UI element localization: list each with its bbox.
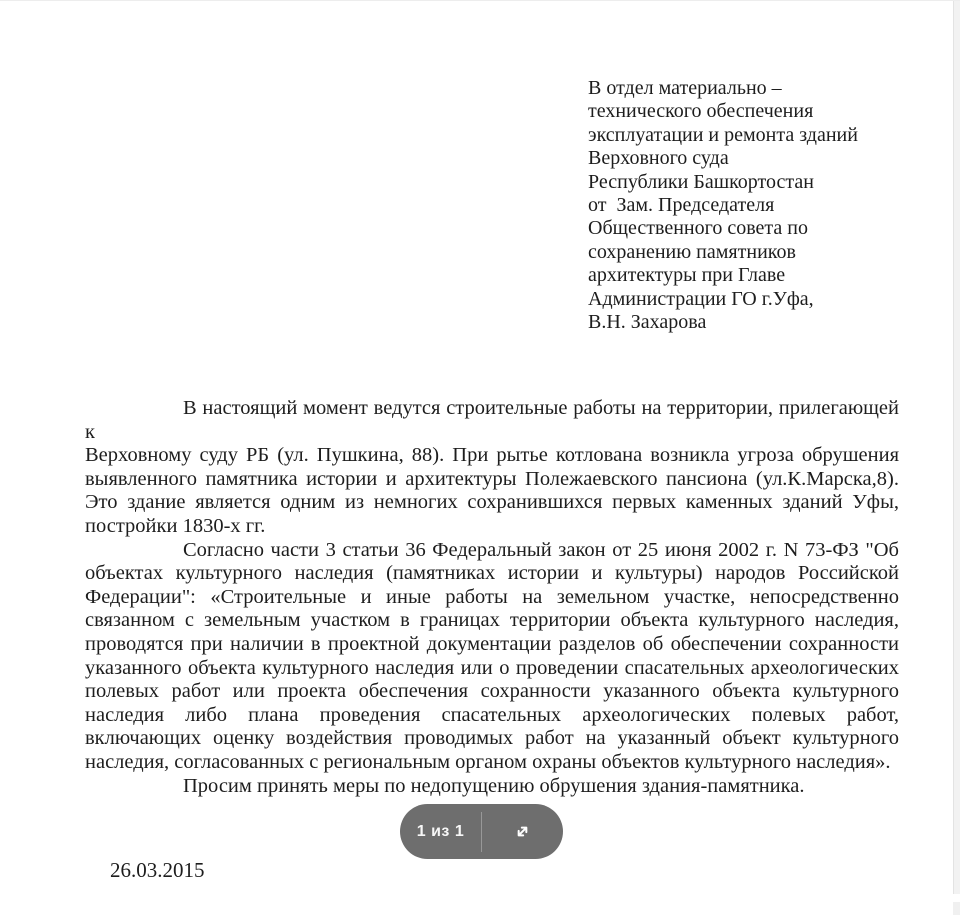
recipient-line: Верховного суда <box>588 147 729 170</box>
recipient-line: Общественного совета по <box>588 217 808 240</box>
paragraph <box>85 775 899 799</box>
paragraph-line: полевых работ или проекта обеспечения сохранности указанного объекта культурного <box>85 680 899 703</box>
expand-button[interactable] <box>482 804 563 859</box>
recipient-line: от Зам. Председателя <box>588 194 775 217</box>
paragraph <box>85 397 899 539</box>
recipient-line: В.Н. Захарова <box>588 311 707 334</box>
page-navigator <box>400 804 563 859</box>
paragraph-line: связанном с земельным участком в границах территории объекта культурного наследия, <box>85 609 899 632</box>
paragraph-line: указанного объекта культурного наследия или о проведении спасательных археологических <box>85 656 899 679</box>
paragraph-line: постройки 1830-х гг. <box>85 514 266 537</box>
paragraph-line: объектах культурного наследия (памятниках истории и культуры) народов Российской <box>85 562 899 585</box>
letter-body <box>85 397 899 798</box>
paragraph-line: включающих оценку воздействия проводимых работ на указанный объект культурного <box>85 727 899 750</box>
paragraph-line: Федерации": «Строительные и иные работы на земельном участке, непосредственно <box>85 585 899 608</box>
paragraph-line: наследия, согласованных с региональным органом охраны объектов культурного наследия». <box>85 750 891 773</box>
paragraph-line: наследия либо плана проведения спасательных археологических полевых работ, <box>85 703 899 726</box>
recipient-line: технического обеспечения <box>588 100 814 123</box>
recipient-line: Администрации ГО г.Уфа, <box>588 287 814 310</box>
paragraph-line: Верховному суду РБ (ул. Пушкина, 88). При рытье котлована возникла угроза обрушения <box>85 444 899 467</box>
paragraph-line: Это здание является одним из немногих сохранившихся первых каменных зданий Уфы, <box>85 491 899 514</box>
paragraph-line: Просим принять меры по недопущению обрушения здания-памятника. <box>183 774 805 797</box>
paragraph-line: В настоящий момент ведутся строительные работы на территории, прилегающей к <box>85 397 899 443</box>
document-date: 26.03.2015 <box>110 858 205 882</box>
paragraph <box>85 539 899 775</box>
recipient-line: В отдел материально – <box>588 77 782 99</box>
recipient-line: Республики Башкортостан <box>588 170 814 193</box>
paragraph-line: проводятся при наличии в проектной документации разделов об обеспечении сохранности <box>85 632 899 655</box>
recipient-line: сохранению памятников <box>588 240 796 263</box>
expand-icon <box>511 820 534 843</box>
scrollbar-corner <box>953 902 960 915</box>
recipient-line: архитектуры при Главе <box>588 264 786 287</box>
paragraph-line: Согласно части 3 статьи 36 Федеральный закон от 25 июня 2002 г. N 73-ФЗ "Об <box>183 538 899 561</box>
page-indicator <box>400 823 481 841</box>
scrollbar-track[interactable] <box>953 1 960 894</box>
recipient-block <box>588 77 928 334</box>
page-indicator-label: 1 из 1 <box>416 822 465 840</box>
paragraph-line: выявленного памятника истории и архитектуры Полежаевского пансиона (ул.К.Марска,8). <box>85 467 899 490</box>
recipient-line: эксплуатации и ремонта зданий <box>588 123 858 146</box>
